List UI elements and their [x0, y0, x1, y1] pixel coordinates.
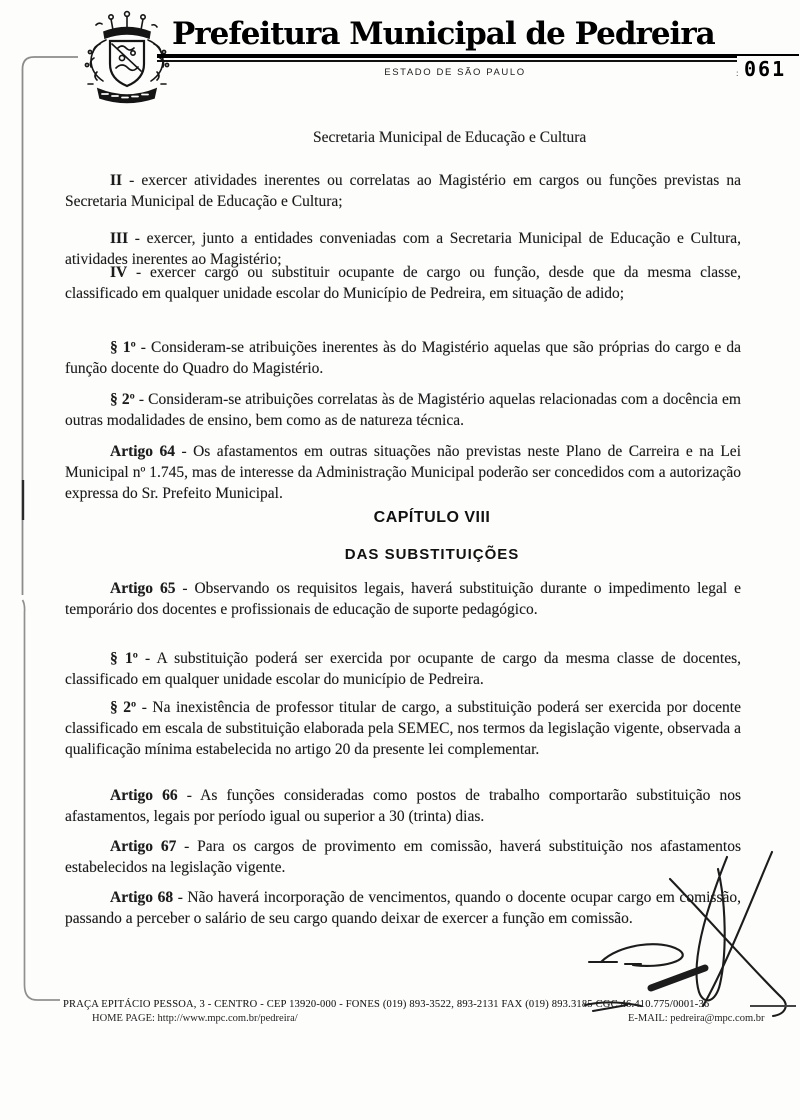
- paragraph-text: - Não haverá incorporação de vencimentos, quando o docente ocupar cargo em comissão, passando a perceber o salário de seu cargo quando deixar de exercer a função em comissão.: [65, 889, 741, 927]
- paragraph-text: - Os afastamentos em outras situações não previstas neste Plano de Carreira e na Lei Municipal nº 1.745, mas de interesse da Administração Municipal poderão ser concedidos com a autorização expressa do Sr. Prefeito Municipal.: [65, 443, 741, 502]
- scan-artifact-dots: :: [736, 68, 739, 78]
- paragraph-par1-sub: [65, 648, 741, 690]
- paragraph-artigo-64: [65, 441, 741, 504]
- paragraph-text: - exercer atividades inerentes ou correlatas ao Magistério em cargos ou funções previstas na Secretaria Municipal de Educação e Cultura;: [65, 172, 741, 210]
- paragraph-lead: Artigo 64: [110, 443, 175, 460]
- paragraph-lead: § 2º: [110, 391, 135, 408]
- section-heading: Secretaria Municipal de Educação e Cultura: [313, 129, 587, 146]
- paragraph-artigo-66: [65, 785, 741, 827]
- paragraph-text: - A substituição poderá ser exercida por ocupante de cargo da mesma classe de docentes, classificado em qualquer unidade escolar do município de Pedreira.: [65, 650, 741, 688]
- paragraph-lead: II: [110, 172, 123, 189]
- paragraph-text: - Na inexistência de professor titular de cargo, a substituição poderá ser exercida por docente classificado em escala de substituição elaborada pela SEMEC, nos termos da legislação vigente, observada a qualificação mínima estabelecida no artigo 20 da presente lei complementar.: [65, 699, 741, 758]
- chapter-subtitle: DAS SUBSTITUIÇÕES: [344, 546, 520, 563]
- paragraph-artigo-65: [65, 578, 741, 620]
- paragraph-text: - exercer cargo ou substituir ocupante de cargo ou função, desde que da mesma classe, classificado em qualquer unidade escolar do Município de Pedreira, em situação de adido;: [65, 264, 741, 302]
- paragraph-lead: IV: [110, 264, 128, 281]
- page-number-stamp: 061: [744, 57, 787, 81]
- footer-email: E-MAIL: pedreira@mpc.com.br: [628, 1013, 765, 1024]
- letterhead-title: Prefeitura Municipal de Pedreira: [172, 16, 715, 52]
- paragraph-par2: [65, 389, 741, 431]
- page-stamp-overline: [735, 54, 799, 56]
- paragraph-text: - Consideram-se atribuições inerentes às do Magistério aquelas que são próprias do cargo e da função docente do Quadro do Magistério.: [65, 339, 741, 377]
- paragraph-text: - Observando os requisitos legais, haverá substituição durante o impedimento legal e temporário dos docentes e profissionais de educação de suporte pedagógico.: [65, 580, 742, 618]
- coat-of-arms-icon: [66, 10, 188, 108]
- letterhead-state-line: ESTADO DE SÃO PAULO: [384, 67, 526, 78]
- chapter-title: CAPÍTULO VIII: [373, 509, 491, 526]
- paragraph-lead: III: [110, 230, 129, 247]
- paragraph-lead: § 2º: [110, 699, 137, 716]
- paragraph-par1: [65, 337, 741, 379]
- paragraph-par2-sub: [65, 697, 741, 760]
- paragraph-text: - exercer, junto a entidades conveniadas com a Secretaria Municipal de Educação e Cultura, atividades inerentes ao Magistério;: [65, 230, 741, 268]
- footer-right-dash: [750, 1005, 796, 1007]
- paragraph-lead: Artigo 68: [110, 889, 174, 906]
- paragraph-lead: § 1º: [110, 650, 138, 667]
- paragraph-lead: Artigo 66: [110, 787, 178, 804]
- signature-scribble: [575, 845, 800, 1020]
- paragraph-lead: Artigo 65: [110, 580, 176, 597]
- paragraph-text: - As funções consideradas como postos de trabalho comportarão substituição nos afastamentos, legais por período igual ou superior a 30 (trinta) dias.: [65, 787, 741, 825]
- paragraph-item-ii: [65, 170, 741, 212]
- paragraph-text: - Consideram-se atribuições correlatas às de Magistério aquelas relacionadas com a docência em outras modalidades de ensino, bem como as de natureza técnica.: [65, 391, 741, 429]
- footer-homepage: HOME PAGE: http://www.mpc.com.br/pedreira/: [92, 1013, 298, 1024]
- paragraph-item-iv: [65, 262, 741, 304]
- paragraph-lead: Artigo 67: [110, 838, 177, 855]
- header-rule-thin: [157, 60, 737, 62]
- paragraph-text: - Para os cargos de provimento em comissão, haverá substituição nos afastamentos estabelecidos na legislação vigente.: [65, 838, 741, 876]
- footer-address-line: PRAÇA EPITÁCIO PESSOA, 3 - CENTRO - CEP 13920-000 - FONES (019) 893-3522, 893-2131 FAX (019) 893.3185 CGC 46.410.775/0001-36: [63, 999, 710, 1010]
- paragraph-lead: § 1º: [110, 339, 136, 356]
- header-rule-thick: [157, 54, 737, 58]
